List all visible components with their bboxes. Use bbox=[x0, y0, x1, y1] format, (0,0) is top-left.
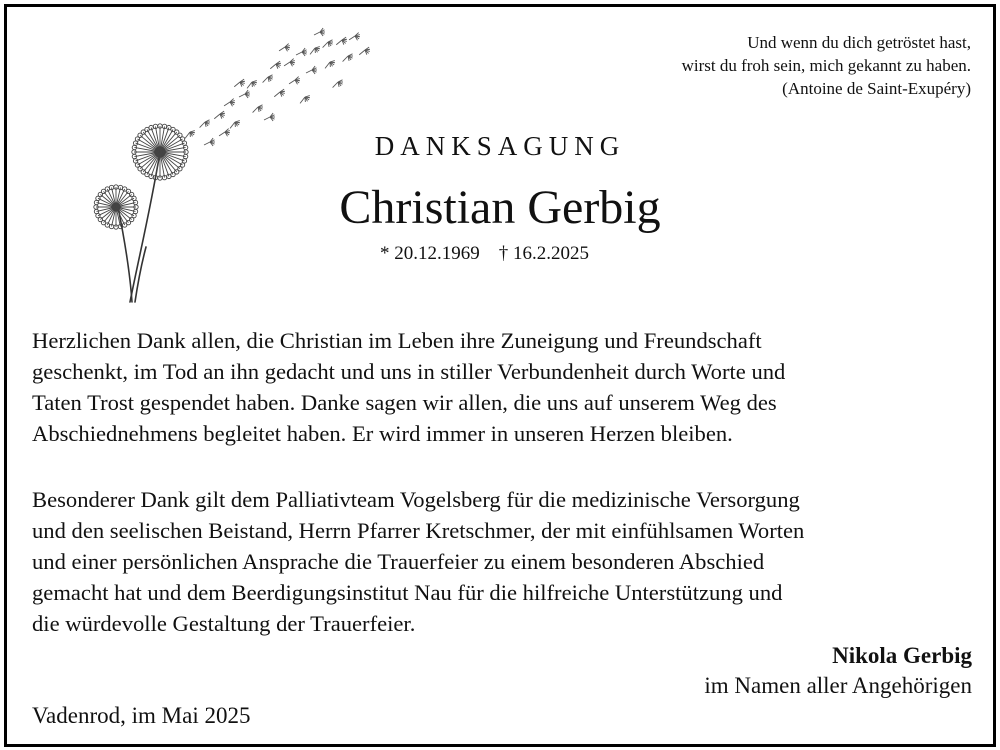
paragraph-line: und einer persönlichen Ansprache die Trauerfeier zu einem besonderen Abschied bbox=[32, 549, 765, 574]
paragraph-line: und den seelischen Beistand, Herrn Pfarrer Kretschmer, der mit einfühlsamen Worten bbox=[32, 518, 805, 543]
paragraph-line: Taten Trost gespendet haben. Danke sagen wir allen, die uns auf unserem Weg des bbox=[32, 390, 777, 415]
heading-danksagung: DANKSAGUNG bbox=[374, 131, 626, 161]
quote-author: (Antoine de Saint-Exupéry) bbox=[782, 79, 971, 98]
paragraph-line: geschenkt, im Tod an ihn gedacht und uns in stiller Verbundenheit durch Worte und bbox=[32, 359, 786, 384]
dandelion-icon bbox=[80, 22, 380, 307]
signature-name: Nikola Gerbig bbox=[832, 643, 972, 668]
quote-line: Und wenn du dich getröstet hast, bbox=[747, 33, 971, 52]
paragraph-line: Herzlichen Dank allen, die Christian im Leben ihre Zuneigung und Freundschaft bbox=[32, 328, 762, 353]
paragraph-line: Besonderer Dank gilt dem Palliativteam Vogelsberg für die medizinische Versorgung bbox=[32, 487, 800, 512]
place-date: Vadenrod, im Mai 2025 bbox=[32, 703, 251, 728]
quote-block bbox=[682, 31, 971, 100]
paragraph-line: die würdevolle Gestaltung der Trauerfeier. bbox=[32, 611, 416, 636]
life-dates: * 20.12.1969 † 16.2.2025 bbox=[380, 243, 589, 264]
paragraph-line: Abschiednehmens begleitet haben. Er wird immer in unseren Herzen bleiben. bbox=[32, 421, 733, 446]
quote-line: wirst du froh sein, mich gekannt zu haben. bbox=[681, 56, 971, 75]
deceased-name: Christian Gerbig bbox=[339, 181, 661, 234]
signature-subtitle: im Namen aller Angehörigen bbox=[704, 673, 972, 698]
thanks-paragraph bbox=[32, 325, 982, 449]
special-thanks-paragraph bbox=[32, 484, 982, 639]
paragraph-line: gemacht hat und dem Beerdigungsinstitut Nau für die hilfreiche Unterstützung und bbox=[32, 580, 783, 605]
